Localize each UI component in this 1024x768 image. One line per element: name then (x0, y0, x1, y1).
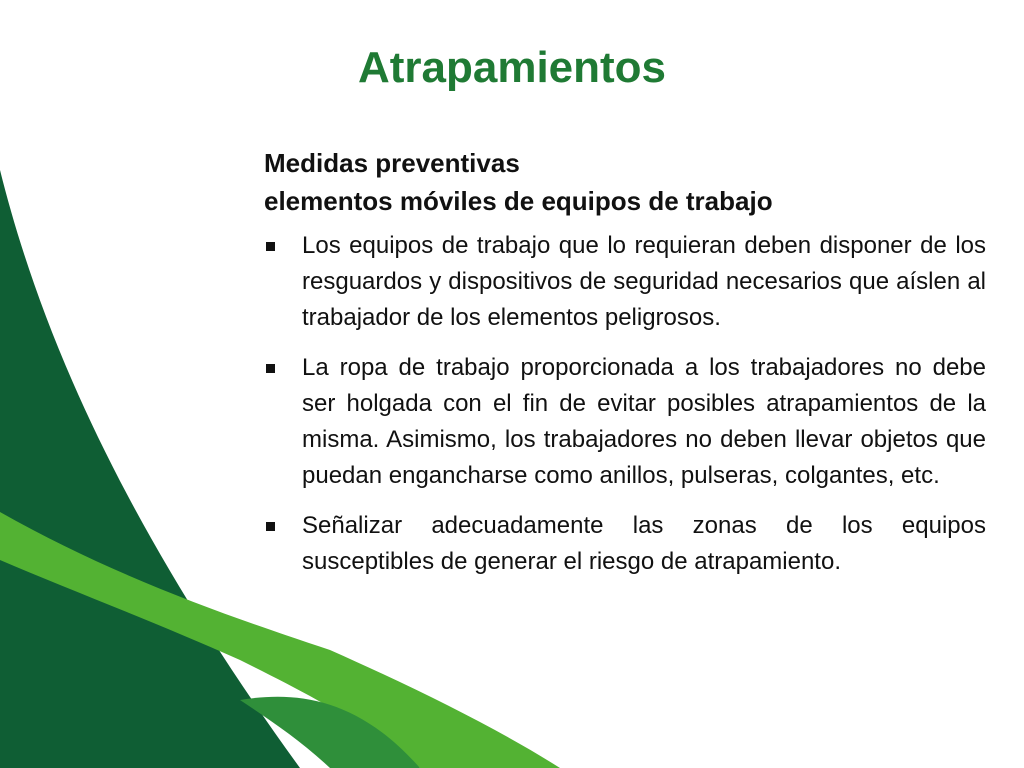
square-bullet-icon (266, 522, 275, 531)
bullet-item (264, 508, 986, 580)
bullet-text: La ropa de trabajo proporcionada a los trabajadores no debe ser holgada con el fin de evitar posibles atrapamientos de la misma. Asimismo, los trabajadores no deben llevar objetos que puedan engancharse como anillos, pulseras, colgantes, etc. (302, 354, 986, 489)
square-bullet-icon (266, 242, 275, 251)
bullet-item (264, 350, 986, 494)
slide-title: Atrapamientos (357, 43, 667, 92)
subtitle-line-2: elementos móviles de equipos de trabajo (264, 186, 773, 216)
slide-content (264, 144, 986, 594)
subtitle-line-1: Medidas preventivas (264, 148, 520, 178)
bullet-item (264, 228, 986, 336)
bullet-text: Los equipos de trabajo que lo requieran deben disponer de los resguardos y dispositivos de seguridad necesarios que aíslen al trabajador de los elementos peligrosos. (302, 232, 986, 331)
bullet-list (264, 228, 986, 580)
dark-green-swoosh (0, 170, 300, 768)
bullet-text: Señalizar adecuadamente las zonas de los equipos susceptibles de generar el riesgo de atrapamiento. (302, 512, 986, 575)
square-bullet-icon (266, 364, 275, 373)
